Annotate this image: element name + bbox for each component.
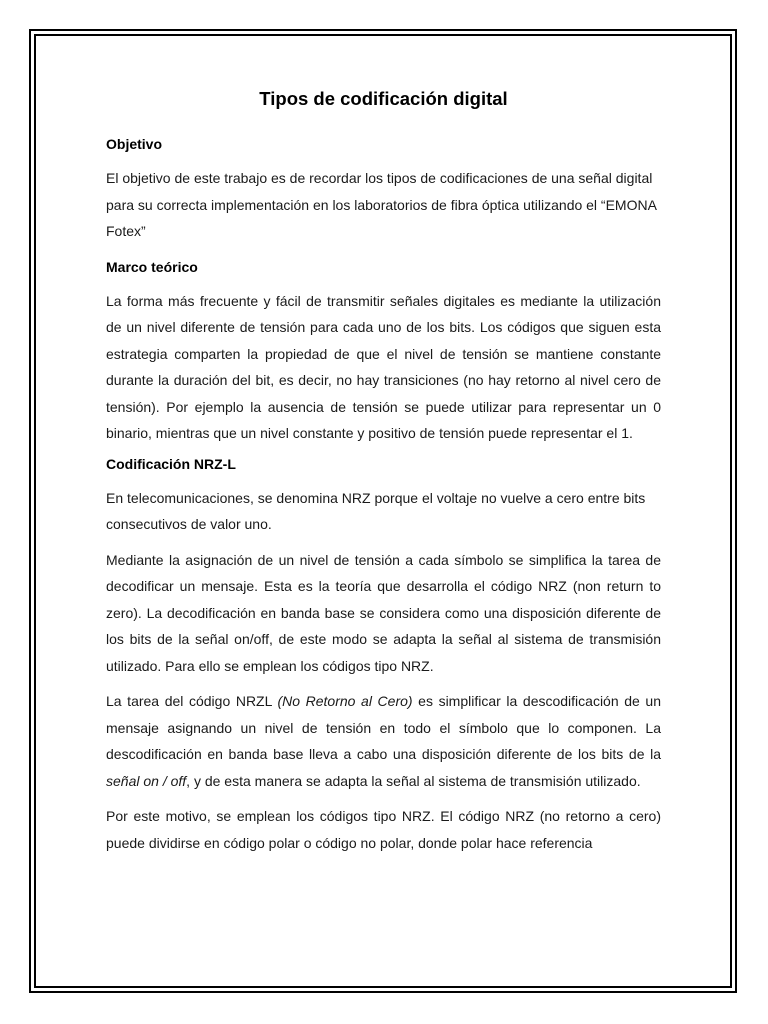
section-heading-nrzl: Codificación NRZ-L xyxy=(106,455,236,472)
nrzl-p3-part-a: La tarea del código NRZL xyxy=(106,693,278,709)
document-title: Tipos de codificación digital xyxy=(259,88,508,109)
nrzl-paragraph-2: Mediante la asignación de un nivel de tensión a cada símbolo se simplifica la tarea de decodificar un mensaje. Esta es la teoría que desarrolla el código NRZ (non return to zero). La decodificación en banda base se considera como una disposición diferente de los bits de la señal on/off, de este modo se adapta la señal al sistema de transmisión utilizado. Para ello se emplean los códigos tipo NRZ. xyxy=(106,551,661,674)
section-heading-objetivo: Objetivo xyxy=(106,136,163,152)
nrzl-p3-part-b: es simplificar la descodificación de un mensaje asignando un nivel de tensión en todo el símbolo que lo componen. La descodificación en banda base lleva a cabo una disposición diferente de los bits de la xyxy=(106,693,661,762)
objetivo-paragraph: El objetivo de este trabajo es de recordar los tipos de codificaciones de una señal digital para su correcta implementación en los laboratorios de fibra óptica utilizando el “EMONA Fotex” xyxy=(106,170,657,239)
nrzl-paragraph-4: Por este motivo, se emplean los códigos tipo NRZ. El código NRZ (no retorno a cero) puede dividirse en código polar o código no polar, donde polar hace referencia xyxy=(106,808,661,851)
document-body xyxy=(106,88,661,865)
marco-teorico-paragraph: La forma más frecuente y fácil de transmitir señales digitales es mediante la utilización de un nivel diferente de tensión para cada uno de los bits. Los códigos que siguen esta estrategia comparten la propiedad de que el nivel de tensión se mantiene constante durante la duración del bit, es decir, no hay transiciones (no hay retorno al nivel cero de tensión). Por ejemplo la ausencia de tensión se puede utilizar para representar un 0 binario, mientras que un nivel constante y positivo de tensión puede representar el 1. xyxy=(106,292,661,441)
nrzl-paragraph-3 xyxy=(106,688,661,794)
nrzl-paragraph-1: En telecomunicaciones, se denomina NRZ porque el voltaje no vuelve a cero entre bits consecutivos de valor uno. xyxy=(106,489,646,532)
nrzl-p3-emphasis-2: señal on / off xyxy=(106,772,187,789)
nrzl-p3-part-c: , y de esta manera se adapta la señal al sistema de transmisión utilizado. xyxy=(186,772,641,789)
section-heading-marco-teorico: Marco teórico xyxy=(106,258,198,275)
nrzl-p3-emphasis-1: (No Retorno al Cero) xyxy=(277,693,413,709)
